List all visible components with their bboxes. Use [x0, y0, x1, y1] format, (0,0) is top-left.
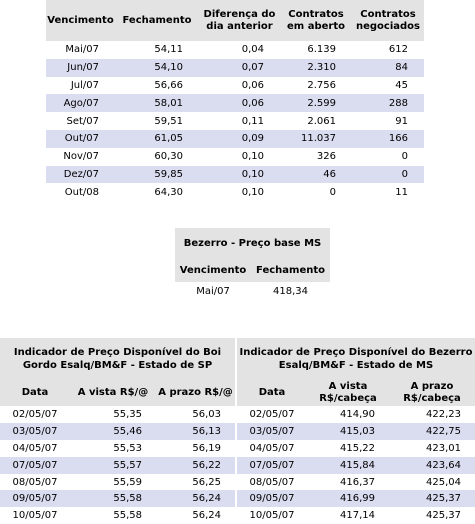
cell-boi-vista: 55,58 [70, 490, 156, 507]
table-row [0, 423, 475, 440]
cell-vencimento: Jul/07 [70, 79, 99, 91]
cell-negociados: 166 [352, 130, 424, 148]
cell-bezerro-prazo: 422,23 [426, 408, 461, 420]
cell-fechamento: 58,01 [115, 94, 199, 112]
header-boi-prazo: A prazo R$/@ [156, 380, 236, 406]
table-row [46, 77, 424, 95]
cell-boi-vista: 55,35 [113, 408, 142, 420]
table-row [46, 166, 424, 184]
header-vencimento: Vencimento [46, 0, 115, 41]
cell-negociados: 84 [352, 59, 424, 77]
table-row [46, 41, 424, 59]
cell-aberto: 11.037 [280, 130, 352, 148]
bezerro-table [175, 228, 330, 300]
cell-boi-prazo: 56,24 [156, 490, 236, 507]
cell-bezerro-vista: 414,90 [340, 408, 375, 420]
cell-aberto: 2.061 [307, 115, 336, 127]
header-boi-vista: A vista R$/@ [70, 380, 156, 406]
table-row [0, 440, 475, 457]
indicadores-table [0, 338, 475, 524]
table-row [46, 130, 424, 148]
cell-bezerro-prazo: 425,04 [426, 476, 461, 488]
cell-fechamento: 54,11 [154, 44, 183, 56]
cell-diferenca: 0,10 [241, 186, 264, 198]
cell-data-2: 09/05/07 [236, 490, 307, 507]
cell-data-2: 02/05/07 [236, 406, 307, 423]
cell-diferenca: 0,06 [199, 94, 280, 112]
cell-bezerro-prazo: 422,75 [389, 423, 475, 440]
indicadores-header-row [0, 380, 475, 406]
cell-vencimento: Mai/07 [65, 44, 99, 56]
cell-boi-vista: 55,57 [70, 457, 156, 474]
cell-negociados: 612 [388, 44, 408, 56]
cell-boi-prazo: 56,24 [192, 510, 221, 522]
table-row [46, 59, 424, 77]
table-row [175, 282, 330, 300]
cell-vencimento: Out/07 [46, 130, 115, 148]
bezerro-title-row [175, 228, 330, 258]
cell-bezerro-prazo: 425,37 [426, 510, 461, 522]
cell-boi-vista: 55,53 [113, 442, 142, 454]
cell-vencimento: Nov/07 [63, 151, 99, 163]
cell-diferenca: 0,07 [199, 59, 280, 77]
cell-fechamento: 64,30 [154, 186, 183, 198]
cell-bezerro-vista: 416,99 [307, 490, 389, 507]
header-vencimento: Vencimento [175, 258, 251, 282]
table-row [0, 457, 475, 474]
boi-gordo-title: Indicador de Preço Disponível do Boi Gordo Esalq/BM&F - Estado de SP [0, 338, 236, 380]
bezerro-header-row [175, 258, 330, 282]
cell-aberto: 2.756 [307, 79, 336, 91]
cell-bezerro-prazo: 425,37 [389, 490, 475, 507]
cell-boi-prazo: 56,13 [156, 423, 236, 440]
cell-vencimento: Set/07 [66, 115, 99, 127]
cell-data: 02/05/07 [12, 408, 58, 420]
header-contratos-negociados: Contratos negociados [352, 0, 424, 41]
cell-fechamento: 59,85 [115, 166, 199, 184]
cell-diferenca: 0,10 [199, 166, 280, 184]
header-diferenca: Diferença do dia anterior [199, 0, 280, 41]
header-fechamento: Fechamento [115, 0, 199, 41]
cell-data: 04/05/07 [12, 442, 58, 454]
cell-data-2: 03/05/07 [236, 423, 307, 440]
table-row [0, 507, 475, 524]
cell-bezerro-vista: 415,84 [307, 457, 389, 474]
header-data: Data [0, 380, 70, 406]
cell-aberto: 326 [316, 151, 336, 163]
cell-negociados: 91 [395, 115, 408, 127]
cell-bezerro-vista: 417,14 [340, 510, 375, 522]
cell-data: 07/05/07 [0, 457, 70, 474]
cell-data: 03/05/07 [0, 423, 70, 440]
header-contratos-aberto: Contratos em aberto [280, 0, 352, 41]
cell-boi-prazo: 56,03 [192, 408, 221, 420]
cell-diferenca: 0,09 [199, 130, 280, 148]
cell-data-2: 08/05/07 [236, 474, 307, 491]
cell-negociados: 288 [352, 94, 424, 112]
cell-vencimento: Mai/07 [196, 285, 230, 297]
cell-data-2: 04/05/07 [236, 440, 307, 457]
cell-data-2: 07/05/07 [236, 457, 307, 474]
header-bezerro-prazo: A prazo R$/cabeça [389, 380, 475, 406]
cell-fechamento: 60,30 [154, 151, 183, 163]
cell-boi-vista: 55,59 [113, 476, 142, 488]
cell-aberto: 2.310 [280, 59, 352, 77]
cell-fechamento: 56,66 [154, 79, 183, 91]
cell-diferenca: 0,11 [241, 115, 264, 127]
cell-fechamento: 54,10 [115, 59, 199, 77]
cell-boi-prazo: 56,19 [192, 442, 221, 454]
cell-diferenca: 0,10 [241, 151, 264, 163]
cell-aberto: 2.599 [280, 94, 352, 112]
cell-bezerro-vista: 415,22 [340, 442, 375, 454]
table-row [46, 148, 424, 166]
cell-boi-prazo: 56,25 [192, 476, 221, 488]
cell-bezerro-vista: 416,37 [340, 476, 375, 488]
cell-aberto: 6.139 [307, 44, 336, 56]
cell-vencimento: Dez/07 [46, 166, 115, 184]
cell-boi-vista: 55,58 [113, 510, 142, 522]
cell-data: 09/05/07 [0, 490, 70, 507]
cell-negociados: 45 [395, 79, 408, 91]
header-fechamento: Fechamento [251, 258, 330, 282]
cell-aberto: 46 [280, 166, 352, 184]
table-row [46, 94, 424, 112]
cell-vencimento: Ago/07 [46, 94, 115, 112]
cell-negociados: 0 [401, 151, 408, 163]
cell-boi-vista: 55,46 [70, 423, 156, 440]
cell-bezerro-vista: 415,03 [307, 423, 389, 440]
cell-data-2: 10/05/07 [236, 507, 307, 524]
cell-diferenca: 0,06 [241, 79, 264, 91]
futures-table [46, 0, 424, 201]
cell-diferenca: 0,04 [241, 44, 264, 56]
futures-header-row [46, 0, 424, 41]
cell-fechamento: 418,34 [273, 285, 308, 297]
table-row [46, 112, 424, 130]
cell-negociados: 0 [352, 166, 424, 184]
bezerro-indicator-title: Indicador de Preço Disponível do Bezerro Esalq/BM&F - Estado de MS [236, 338, 475, 380]
indicadores-title-row [0, 338, 475, 380]
header-data-2: Data [236, 380, 307, 406]
cell-data: 08/05/07 [12, 476, 58, 488]
cell-data: 10/05/07 [12, 510, 58, 522]
cell-negociados: 11 [395, 186, 408, 198]
cell-bezerro-prazo: 423,01 [426, 442, 461, 454]
table-row [0, 490, 475, 507]
bezerro-title: Bezerro - Preço base MS [175, 228, 330, 258]
table-row [0, 406, 475, 423]
cell-aberto: 0 [329, 186, 336, 198]
table-row [0, 474, 475, 491]
cell-bezerro-prazo: 423,64 [389, 457, 475, 474]
header-bezerro-vista: A vista R$/cabeça [307, 380, 389, 406]
cell-fechamento: 59,51 [154, 115, 183, 127]
cell-fechamento: 61,05 [115, 130, 199, 148]
cell-vencimento: Jun/07 [46, 59, 115, 77]
cell-vencimento: Out/08 [64, 186, 99, 198]
table-row [46, 183, 424, 201]
cell-boi-prazo: 56,22 [156, 457, 236, 474]
